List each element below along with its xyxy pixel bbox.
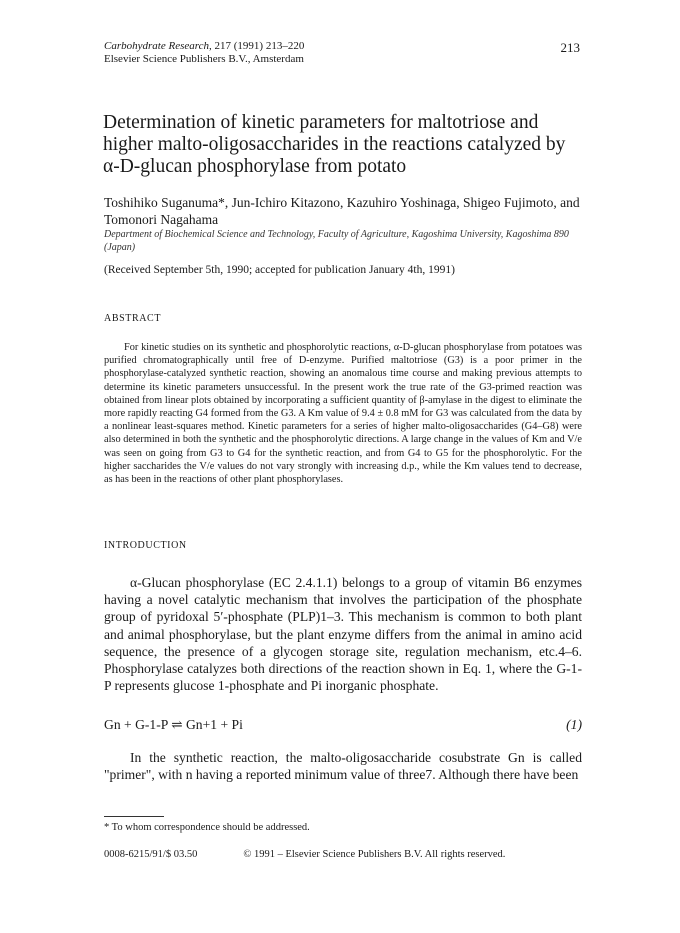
page-footer [104,849,582,860]
introduction-paragraph-2: In the synthetic reaction, the malto-oligosaccharide cosubstrate Gn is called "primer", with n having a reported minimum value of three7. Although there have been [104,750,582,783]
received-dates: (Received September 5th, 1990; accepted for publication January 4th, 1991) [104,264,455,276]
footnote-divider [104,816,164,817]
publisher: Elsevier Science Publishers B.V., Amsterdam [104,53,304,65]
journal-header [104,40,304,66]
article-code: 0008-6215/91/$ 03.50 [104,849,198,860]
abstract-heading: ABSTRACT [104,313,162,324]
abstract-text: For kinetic studies on its synthetic and phosphorolytic reactions, α-D-glucan phosphorylase from potatoes was purified chromatographically until free of D-enzyme. Purified maltotriose (G3) is a poor primer in the phosphorylase-catalyzed synthetic reaction, showing an anomalous time course and making previous attempts to determine its kinetic parameters unsuccessful. In the present work the true rate of the G3-primed reaction was obtained from linear plots obtained by incorporating a sufficient quantity of β-amylase in the digest to eliminate the more rapidly reacting G4 formed from the G3. A Km value of 9.4 ± 0.8 mM for G3 was calculated from the data by a nonlinear least-squares method. Kinetic parameters for a series of higher malto-oligosaccharides (G4–G8) were also determined in both the synthetic and the phosphorolytic directions. A large change in the values of Km and V/e was seen on going from G3 to G4 for the synthetic reaction, and from G4 to G5 for the phosphorolytic. For the higher saccharides the V/e values do not vary strongly with increasing d.p., while the Km values tend to decrease, as has been in the reactions of other plant phosphorylases. [104,342,582,486]
footnote: * To whom correspondence should be addressed. [104,822,310,833]
equation-line [104,717,582,735]
introduction-paragraph-1: α-Glucan phosphorylase (EC 2.4.1.1) belongs to a group of vitamin B6 enzymes having a novel catalytic mechanism that involves the participation of the phosphate group of pyridoxal 5′-phosphate (PLP)1–3. This mechanism is common to both plant and animal phosphorylase, but the plant enzyme differs from the animal in amino acid sequence, the presence of a glycogen storage site, regulation mechanism, etc.4–6. Phosphorylase catalyzes both directions of the reaction shown in Eq. 1, where the G-1-P represents glucose 1-phosphate and Pi inorganic phosphate. [104,575,582,694]
abstract-body [104,341,582,486]
author-list: Toshihiko Suganuma*, Jun-Ichiro Kitazono, Kazuhiro Yoshinaga, Shigeo Fujimoto, and Tomonori Nagahama [104,195,580,227]
introduction-body [104,574,582,694]
page-number: 213 [560,40,580,55]
introduction-body-continued [104,749,582,783]
affiliation: Department of Biochemical Science and Technology, Faculty of Agriculture, Kagoshima University, Kagoshima 890 (Japan) [104,229,569,253]
journal-citation: 217 (1991) 213–220 [211,40,305,52]
equation-number: (1) [566,717,582,732]
equation: Gn + G-1-P ⇌ Gn+1 + Pi [104,717,243,732]
article-title: Determination of kinetic parameters for maltotriose and higher malto-oligosaccharides in the reactions catalyzed by α-D-glucan phosphorylase from potato [103,112,566,177]
journal-name: Carbohydrate Research, [104,40,212,52]
introduction-heading: INTRODUCTION [104,540,187,551]
copyright: © 1991 – Elsevier Science Publishers B.V. All rights reserved. [243,849,506,860]
